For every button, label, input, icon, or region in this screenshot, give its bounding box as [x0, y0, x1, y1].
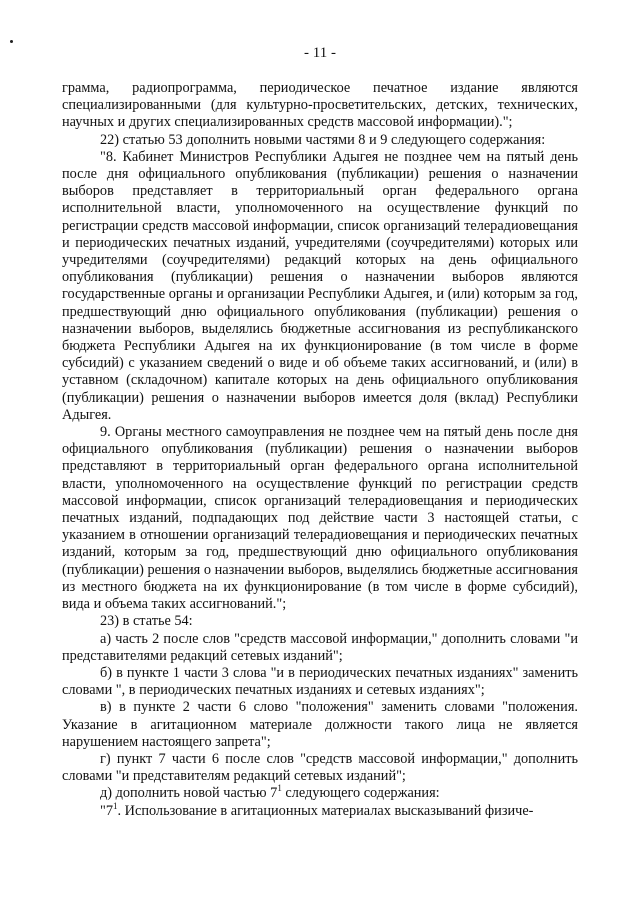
- paragraph-sub-g: г) пункт 7 части 6 после слов "средств массовой информации," дополнить словами "и представителям редакций сетевых изданий";: [62, 750, 578, 785]
- paragraph-sub-a: а) часть 2 после слов "средств массовой информации," дополнить словами "и представителями редакций сетевых изданий";: [62, 630, 578, 664]
- sub-d-text: д) дополнить новой частью 7: [100, 785, 278, 802]
- page-number: - 11 -: [304, 45, 336, 61]
- paragraph-part-7-1: [62, 800, 578, 820]
- part-7-1-text-end: . Использование в агитационных материалах высказываний физиче-: [117, 802, 534, 819]
- paragraph-part-8: "8. Кабинет Министров Республики Адыгея не позднее чем на пятый день после дня официального опубликования (публикации) решения о назначении выборов представляет в территориальный орган федерального органа исполнительной власти, уполномоченного на осуществление функций по регистрации средств массовой информации, список организаций телерадиовещания и периодических печатных изданий, учредителями (соучредителями) которых или учредителями (соучредителями) редакций которых на день официального опубликования (публикации) решения о назначении выборов являются государственные органы и организации Республики Адыгея, и (или) которым за год, предшествующий дню официального опубликования (публикации) решения о назначении выборов, выделялись бюджетные ассигнования из республиканского бюджета Республики Адыгея на их функционирование (в том числе в форме субсидий) с указанием сведений о виде и об объеме таких ассигнований, и (или) в уставном (складочном) капитале которых на день официального опубликования (публикации) решения о назначении выборов имеется доля (вклад) Республики Адыгея.: [62, 148, 578, 423]
- paragraph-continuation: грамма, радиопрограмма, периодическое печатное издание являются специализированными (для культурно-просветительских, детских, технических, научных и других специализированных средств массовой информации).";: [62, 80, 578, 131]
- paragraph-item-23: 23) в статье 54:: [100, 613, 193, 630]
- scan-dot: [10, 40, 13, 43]
- paragraph-part-9: 9. Органы местного самоуправления не позднее чем на пятый день после дня официального опубликования (публикации) решения о назначении выборов представляют в территориальный орган федерального органа исполнительной власти, уполномоченного на осуществление функций по регистрации средств массовой информации, список организаций телерадиовещания и периодических печатных изданий, подпадающих под действие части 3 настоящей статьи, с указанием в отношении организаций телерадиовещания и периодических печатных изданий, которым за год, предшествующий дню официального опубликования (публикации) решения о назначении выборов, выделялись бюджетные ассигнования из местного бюджета на их функционирование (в том числе в форме субсидий), вида и объема таких ассигнований.";: [62, 424, 578, 613]
- part-7-1-text: "7: [100, 802, 113, 819]
- paragraph-sub-d: [62, 785, 578, 802]
- paragraph-item-22: 22) статью 53 дополнить новыми частями 8 и 9 следующего содержания:: [100, 131, 546, 148]
- sub-d-text-end: следующего содержания:: [281, 785, 440, 802]
- document-body: [62, 80, 578, 820]
- paragraph-sub-b: б) в пункте 1 части 3 слова "и в периодических печатных изданиях" заменить словами ", в периодических печатных изданиях и сетевых изданиях";: [62, 664, 578, 699]
- part-7-1-superscript: 1: [113, 800, 118, 811]
- sub-d-superscript: 1: [277, 783, 282, 794]
- paragraph-sub-v: в) в пункте 2 части 6 слово "положения" заменить словами "положения. Указание в агитационном материале должности такого лица не является нарушением настоящего запрета";: [62, 699, 578, 750]
